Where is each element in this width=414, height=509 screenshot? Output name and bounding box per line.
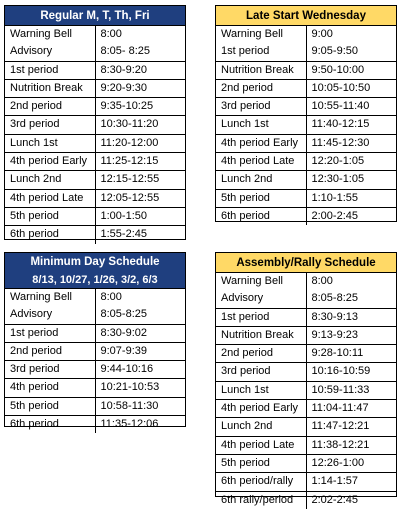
period-label: Nutrition Break <box>216 61 306 79</box>
period-time: 11:20-12:00 <box>95 134 185 152</box>
period-time: 10:30-11:20 <box>95 116 185 134</box>
period-label: Warning Bell <box>5 289 95 307</box>
period-time: 8:30-9:13 <box>306 308 396 326</box>
period-label: Warning Bell <box>5 26 95 44</box>
schedule-row <box>5 324 185 342</box>
schedule-row <box>216 454 396 472</box>
schedule-row <box>216 400 396 418</box>
schedule-row <box>216 345 396 363</box>
period-time: 11:47-12:21 <box>306 418 396 436</box>
schedule-title: Regular M, T, Th, Fri <box>5 6 185 26</box>
period-label: 3rd period <box>216 363 306 381</box>
schedule-row <box>5 379 185 397</box>
period-time: 10:21-10:53 <box>95 379 185 397</box>
period-label: 2nd period <box>5 342 95 360</box>
schedule-rows <box>216 26 396 226</box>
schedule-row <box>5 397 185 415</box>
schedule-row <box>5 171 185 189</box>
period-time: 12:30-1:05 <box>306 171 396 189</box>
period-time: 1:55-2:45 <box>95 226 185 244</box>
schedule-row <box>5 134 185 152</box>
period-time: 11:35-12:06 <box>95 416 185 434</box>
period-time: 11:45-12:30 <box>306 134 396 152</box>
period-time: 10:59-11:33 <box>306 381 396 399</box>
period-time: 11:40-12:15 <box>306 116 396 134</box>
period-label: 6th period <box>5 416 95 434</box>
period-time: 1:00-1:50 <box>95 207 185 225</box>
period-time: 2:02-2:45 <box>306 491 396 509</box>
schedule-row <box>5 116 185 134</box>
schedule-row <box>216 473 396 491</box>
period-time: 11:38-12:21 <box>306 436 396 454</box>
period-label: 5th period <box>216 454 306 472</box>
schedule-row <box>5 79 185 97</box>
period-time: 9:28-10:11 <box>306 345 396 363</box>
schedule-row <box>216 308 396 326</box>
period-label: 4th period Early <box>5 153 95 171</box>
period-label: 3rd period <box>216 98 306 116</box>
schedule-rows <box>216 273 396 509</box>
period-time: 9:13-9:23 <box>306 326 396 344</box>
period-label: Lunch 2nd <box>216 418 306 436</box>
period-time: 8:05-8:25 <box>100 308 147 321</box>
schedule-row <box>216 79 396 97</box>
period-label: 2nd period <box>216 79 306 97</box>
period-label: 2nd period <box>5 98 95 116</box>
period-time: 9:05-9:50 <box>311 45 358 58</box>
period-time: 10:58-11:30 <box>95 397 185 415</box>
schedule-row <box>5 43 185 61</box>
schedule-row <box>5 61 185 79</box>
period-time: 10:05-10:50 <box>306 79 396 97</box>
schedule-row <box>216 436 396 454</box>
period-label: 3rd period <box>5 361 95 379</box>
schedule-row <box>216 207 396 225</box>
schedule-rows <box>5 289 185 434</box>
period-label: 1st period <box>216 308 306 326</box>
schedule-row <box>5 226 185 244</box>
period-label: 6th period <box>216 207 306 225</box>
period-label: 6th period/rally <box>216 473 306 491</box>
period-label: 4th period Late <box>216 153 306 171</box>
period-label: 2nd period <box>216 345 306 363</box>
schedule-row <box>216 116 396 134</box>
period-time: 9:44-10:16 <box>95 361 185 379</box>
period-label: 4th period Early <box>216 400 306 418</box>
period-label: Lunch 1st <box>216 116 306 134</box>
period-label: Lunch 2nd <box>5 171 95 189</box>
schedule-row <box>216 363 396 381</box>
schedule-row <box>5 361 185 379</box>
period-time: 12:05-12:55 <box>95 189 185 207</box>
period-time: 9:20-9:30 <box>95 79 185 97</box>
period-label: Lunch 2nd <box>216 171 306 189</box>
schedule-regular <box>4 5 186 240</box>
schedule-row <box>5 26 185 44</box>
period-label: 5th period <box>5 207 95 225</box>
schedule-row <box>216 134 396 152</box>
schedule-row <box>5 416 185 434</box>
schedule-assembly-rally <box>215 252 397 506</box>
period-time: 9:50-10:00 <box>306 61 396 79</box>
schedule-row <box>216 171 396 189</box>
period-time: 11:04-11:47 <box>306 400 396 418</box>
period-label: 6th rally/period <box>216 491 306 509</box>
period-label: Advisory <box>5 43 95 61</box>
period-label: 1st period <box>216 43 306 61</box>
period-label: 4th period <box>5 379 95 397</box>
schedule-minimum-day <box>4 252 186 431</box>
period-label: Advisory <box>216 290 306 308</box>
period-label: 4th period Late <box>216 436 306 454</box>
schedule-row <box>216 61 396 79</box>
period-label: 1st period <box>5 61 95 79</box>
period-time: 12:26-1:00 <box>306 454 396 472</box>
period-time: 9:00 <box>311 28 333 40</box>
period-label: 6th period <box>5 226 95 244</box>
period-label: Lunch 1st <box>216 381 306 399</box>
period-time: 8:30-9:20 <box>95 61 185 79</box>
schedule-late-start <box>215 5 397 222</box>
schedule-assembly-rally-table <box>216 253 396 509</box>
period-time: 8:30-9:02 <box>95 324 185 342</box>
period-time: 10:55-11:40 <box>306 98 396 116</box>
period-time: 8:05-8:25 <box>311 292 358 305</box>
period-label: Lunch 1st <box>5 134 95 152</box>
schedule-row <box>216 153 396 171</box>
period-label: Advisory <box>5 306 95 324</box>
period-label: 4th period Early <box>216 134 306 152</box>
schedule-regular-table <box>5 6 185 244</box>
period-time: 12:15-12:55 <box>95 171 185 189</box>
period-time: 1:14-1:57 <box>306 473 396 491</box>
period-label: Warning Bell <box>216 273 306 291</box>
period-time: 10:16-10:59 <box>306 363 396 381</box>
schedule-row <box>216 26 396 44</box>
period-time: 9:35-10:25 <box>95 98 185 116</box>
schedule-row <box>216 189 396 207</box>
schedule-title: Late Start Wednesday <box>216 6 396 26</box>
period-time: 8:00 <box>311 275 333 287</box>
schedule-row <box>5 189 185 207</box>
period-time: 8:00 <box>100 28 122 40</box>
schedule-rows <box>5 26 185 244</box>
schedule-subtitle: 8/13, 10/27, 1/26, 3/2, 6/3 <box>5 271 185 289</box>
schedule-row <box>5 98 185 116</box>
schedule-row <box>5 342 185 360</box>
schedule-row <box>5 306 185 324</box>
schedule-row <box>216 98 396 116</box>
period-label: 5th period <box>5 397 95 415</box>
schedule-row <box>216 273 396 291</box>
period-time: 8:05- 8:25 <box>100 45 151 58</box>
schedule-row <box>5 153 185 171</box>
schedule-minimum-day-table <box>5 253 185 433</box>
period-time: 8:00 <box>100 291 122 303</box>
schedule-row <box>216 418 396 436</box>
schedule-late-start-table <box>216 6 396 225</box>
period-label: Nutrition Break <box>216 326 306 344</box>
period-label: Nutrition Break <box>5 79 95 97</box>
schedule-row <box>5 207 185 225</box>
schedule-title: Assembly/Rally Schedule <box>216 253 396 273</box>
schedule-title: Minimum Day Schedule <box>5 253 185 271</box>
period-label: 1st period <box>5 324 95 342</box>
period-label: 5th period <box>216 189 306 207</box>
period-label: Warning Bell <box>216 26 306 44</box>
period-time: 2:00-2:45 <box>306 207 396 225</box>
period-time: 1:10-1:55 <box>306 189 396 207</box>
schedule-row <box>216 326 396 344</box>
period-label: 4th period Late <box>5 189 95 207</box>
schedule-row <box>216 43 396 61</box>
period-time: 9:07-9:39 <box>95 342 185 360</box>
schedule-row <box>216 381 396 399</box>
period-label: 3rd period <box>5 116 95 134</box>
period-time: 11:25-12:15 <box>95 153 185 171</box>
schedule-row <box>5 289 185 307</box>
period-time: 12:20-1:05 <box>306 153 396 171</box>
schedule-row <box>216 290 396 308</box>
